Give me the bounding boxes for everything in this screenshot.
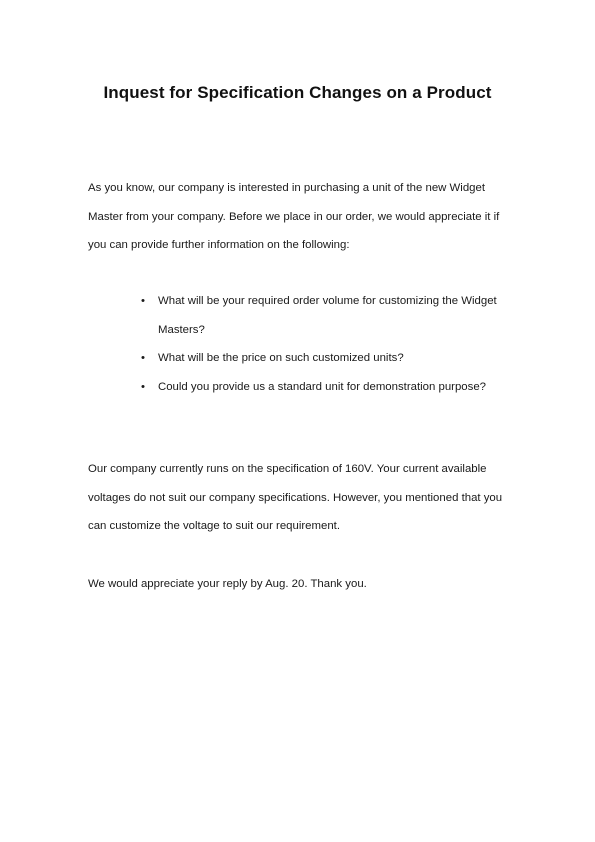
bullet-icon: • [141, 295, 145, 307]
list-item-text: Could you provide us a standard unit for demonstration purpose? [158, 380, 486, 393]
bullet-icon: • [141, 380, 145, 393]
list-item-text: What will be your required order volume for customizing the Widget Masters? [158, 295, 497, 336]
question-list [141, 287, 521, 401]
closing-paragraph: We would appreciate your reply by Aug. 20. Thank you. [88, 578, 367, 590]
list-item-text: What will be the price on such customized units? [158, 352, 404, 364]
list-item [141, 344, 521, 373]
document-title: Inquest for Specification Changes on a Product [103, 83, 492, 102]
intro-paragraph: As you know, our company is interested in purchasing a unit of the new Widget Master from your company. Before we place in our order, we would appreciate it if you can provide further information on the following: [88, 182, 500, 251]
specification-paragraph: Our company currently runs on the specification of 160V. Your current available voltages do not suit our company specifications. However, you mentioned that you can customize the voltage to suit our requirement. [88, 463, 503, 532]
bullet-icon: • [141, 352, 145, 364]
list-item [141, 287, 521, 344]
list-item [141, 373, 521, 402]
